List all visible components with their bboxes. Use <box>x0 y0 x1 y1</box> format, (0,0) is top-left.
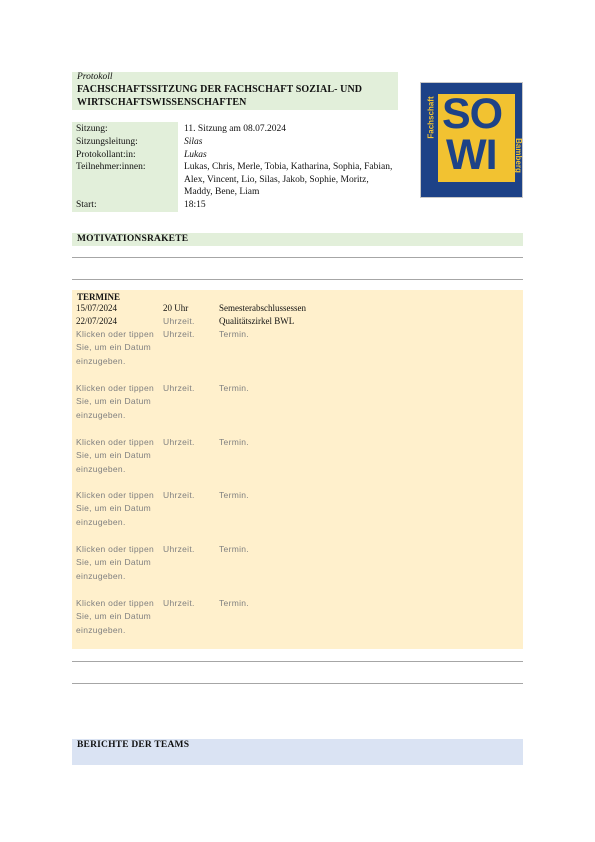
termin-event[interactable]: Semesterabschlussessen <box>219 303 306 313</box>
termin-date-placeholder[interactable]: Klicken oder tippen Sie, um ein Datum einzugeben. <box>76 329 154 366</box>
termin-event-placeholder[interactable]: Termin. <box>219 490 249 500</box>
info-value-sitzungsleitung[interactable]: Silas <box>184 137 203 147</box>
info-label-start: Start: <box>76 200 97 210</box>
info-label-sitzung: Sitzung: <box>76 124 108 134</box>
info-label-protokollant: Protokollant:in: <box>76 149 136 160</box>
termin-time-placeholder[interactable]: Uhrzeit. <box>163 544 195 554</box>
termin-event-placeholder[interactable]: Termin. <box>219 383 249 393</box>
info-label-sitzungsleitung: Sitzungsleitung: <box>76 137 138 147</box>
termin-time-placeholder[interactable]: Uhrzeit. <box>163 598 195 608</box>
termin-event-placeholder[interactable]: Termin. <box>219 329 249 339</box>
termin-event[interactable]: Qualitätszirkel BWL <box>219 315 295 326</box>
logo-side-bamberg: Bamberg <box>513 138 523 173</box>
termin-time-placeholder[interactable]: Uhrzeit. <box>163 437 195 447</box>
logo-yellow-panel <box>438 90 515 182</box>
termin-date-placeholder[interactable]: Klicken oder tippen Sie, um ein Datum einzugeben. <box>76 383 154 420</box>
sowi-logo <box>420 82 523 198</box>
section-berichte-title: BERICHTE DER TEAMS <box>77 740 190 750</box>
termin-date-placeholder[interactable]: Klicken oder tippen Sie, um ein Datum einzugeben. <box>76 544 154 581</box>
divider <box>72 661 523 662</box>
section-motivation-title: MOTIVATIONSRAKETE <box>77 234 189 244</box>
divider <box>72 257 523 258</box>
termin-event-placeholder[interactable]: Termin. <box>219 598 249 608</box>
info-value-sitzung[interactable]: 11. Sitzung am 08.07.2024 <box>184 124 287 134</box>
termin-date[interactable]: 22/07/2024 <box>76 315 118 326</box>
logo-text-so: SO <box>442 90 503 138</box>
logo-side-fachschaft: Fachschaft <box>426 96 436 139</box>
divider <box>72 279 523 280</box>
termin-time-placeholder[interactable]: Uhrzeit. <box>163 383 195 393</box>
logo-text-wi: WI <box>446 131 497 179</box>
info-label-teilnehmer: Teilnehmer:innen: <box>76 162 146 172</box>
termin-date[interactable]: 15/07/2024 <box>76 303 118 313</box>
termin-date-placeholder[interactable]: Klicken oder tippen Sie, um ein Datum einzugeben. <box>76 490 154 527</box>
termin-time[interactable]: 20 Uhr <box>163 303 189 313</box>
info-value-start[interactable]: 18:15 <box>184 200 206 210</box>
document-title: FACHSCHAFTSSITZUNG DER FACHSCHAFT SOZIAL- UND WIRTSCHAFTSWISSENSCHAFTEN <box>77 84 363 108</box>
termin-date-placeholder[interactable]: Klicken oder tippen Sie, um ein Datum einzugeben. <box>76 437 154 474</box>
info-value-teilnehmer[interactable]: Lukas, Chris, Merle, Tobia, Katharina, Sophia, Fabian, Alex, Vincent, Lio, Silas, Jakob, Sophie, Moritz, Maddy, Bene, Liam <box>184 162 393 197</box>
divider <box>72 683 523 684</box>
termin-time-placeholder[interactable]: Uhrzeit. <box>163 329 195 339</box>
document-kicker: Protokoll <box>77 72 113 82</box>
termin-time-placeholder[interactable]: Uhrzeit. <box>163 490 195 500</box>
termin-event-placeholder[interactable]: Termin. <box>219 544 249 554</box>
termin-event-placeholder[interactable]: Termin. <box>219 437 249 447</box>
termine-title: TERMINE <box>77 292 121 302</box>
termin-date-placeholder[interactable]: Klicken oder tippen Sie, um ein Datum einzugeben. <box>76 598 154 635</box>
termin-time-placeholder[interactable]: Uhrzeit. <box>163 316 195 326</box>
info-value-protokollant[interactable]: Lukas <box>184 149 207 160</box>
